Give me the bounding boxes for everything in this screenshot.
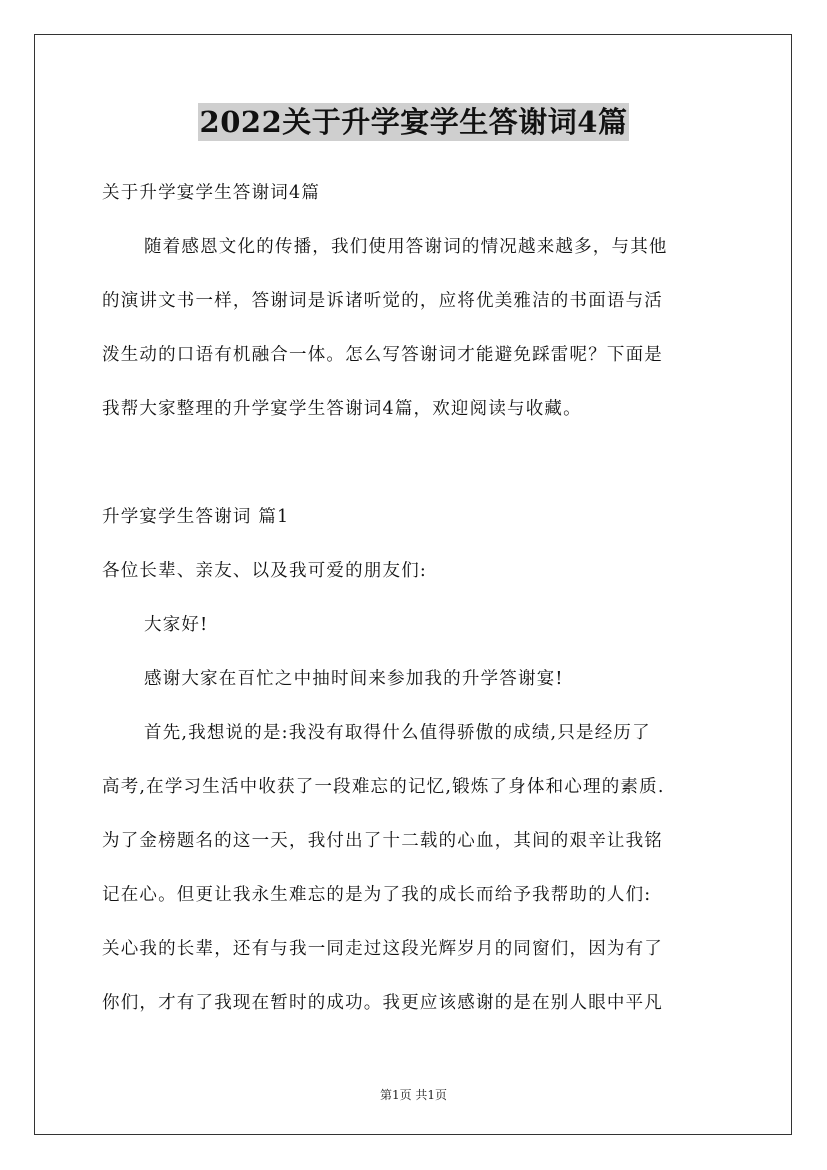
salutation-line: 各位长辈、亲友、以及我可爱的朋友们: (102, 561, 427, 581)
section-heading: 升学宴学生答谢词 篇1 (102, 507, 290, 527)
paragraph-line: 关心我的长辈，还有与我一同走过这段光辉岁月的同窗们，因为有了 (102, 939, 663, 959)
paragraph-line: 泼生动的口语有机融合一体。怎么写答谢词才能避免踩雷呢？下面是 (102, 345, 663, 365)
paragraph-line: 随着感恩文化的传播，我们使用答谢词的情况越来越多，与其他 (144, 237, 668, 257)
paragraph-line: 我帮大家整理的升学宴学生答谢词4篇，欢迎阅读与收藏。 (102, 399, 582, 419)
document-title: 2022关于升学宴学生答谢词4篇 (199, 105, 628, 139)
greeting-line: 大家好! (144, 615, 209, 635)
paragraph-line: 记在心。但更让我永生难忘的是为了我的成长而给予我帮助的人们: (102, 885, 652, 905)
paragraph-line: 首先,我想说的是:我没有取得什么值得骄傲的成绩,只是经历了 (144, 723, 651, 743)
paragraph-line: 你们，才有了我现在暂时的成功。我更应该感谢的是在别人眼中平凡 (102, 993, 663, 1013)
paragraph-line: 为了金榜题名的这一天，我付出了十二载的心血，其间的艰辛让我铭 (102, 831, 663, 851)
paragraph-line: 感谢大家在百忙之中抽时间来参加我的升学答谢宴! (144, 669, 564, 689)
subtitle-line: 关于升学宴学生答谢词4篇 (102, 183, 321, 203)
page-footer: 第1页 共1页 (379, 1088, 448, 1102)
document-title-wrapper (0, 100, 827, 141)
paragraph-line: 的演讲文书一样，答谢词是诉诸听觉的，应将优美雅洁的书面语与活 (102, 291, 663, 311)
paragraph-line: 高考,在学习生活中收获了一段难忘的记忆,锻炼了身体和心理的素质. (102, 777, 665, 797)
